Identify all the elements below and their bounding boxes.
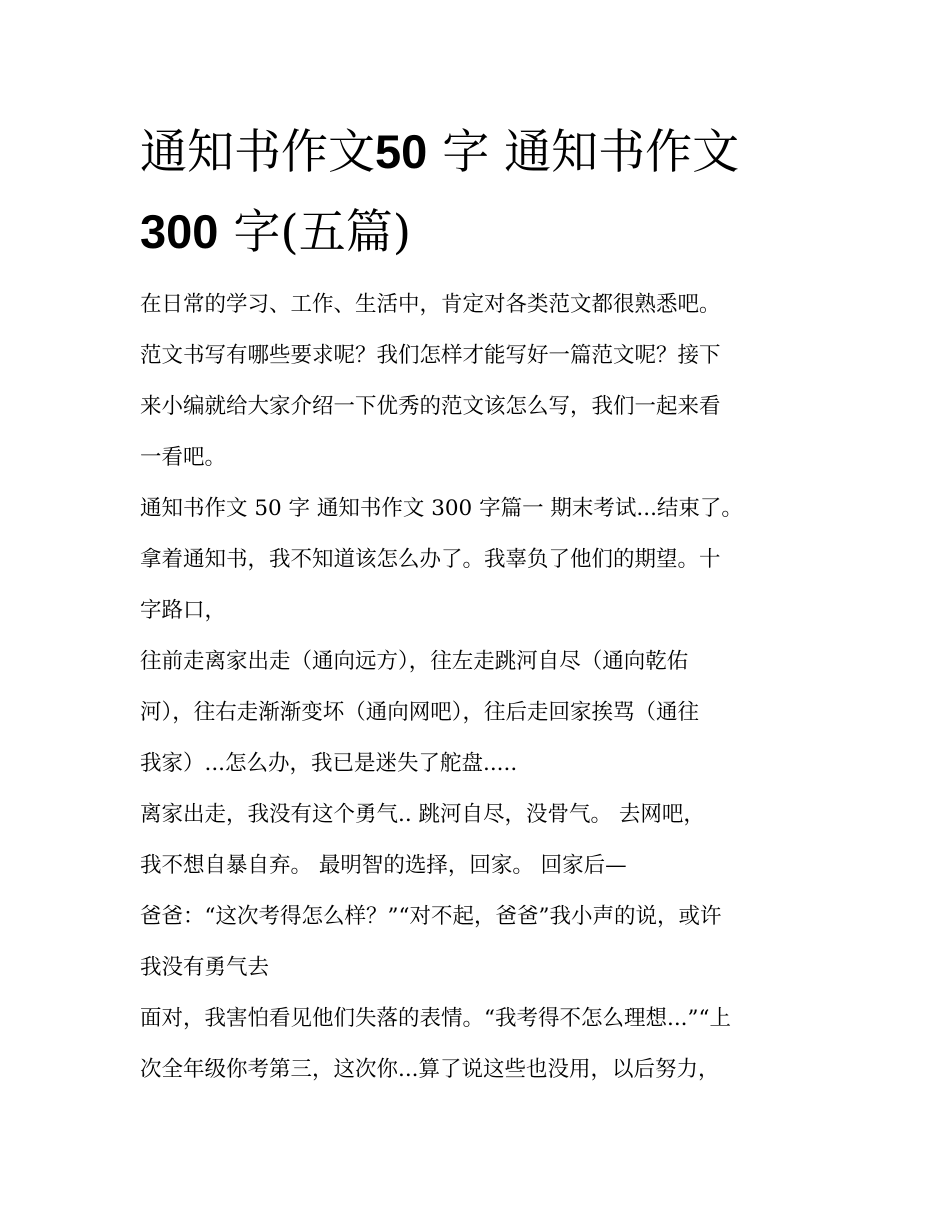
title-number-300: 300 (140, 205, 219, 258)
body-line: 字路口， (140, 598, 227, 623)
body-line: 在日常的学习、工作、生活中，肯定对各类范文都很熟悉吧。 (140, 292, 721, 317)
body-line: 往前走离家出走（通向远方），往左走跳河自尽（通向乾佑 (140, 649, 689, 674)
title-number-50: 50 (375, 125, 428, 178)
title-part-1: 通知书作文 (140, 125, 375, 180)
title-part-5: 字(五篇) (218, 205, 412, 260)
body-line: 离家出走，我没有这个勇气.. 跳河自尽，没骨气。 去网吧， (140, 802, 705, 827)
body-line: 面对，我害怕看见他们失落的表情。“我考得不怎么理想...”“上 (140, 1006, 731, 1031)
body-line: 通知书作文 50 字 通知书作文 300 字篇一 期末考试...结束了。 (140, 496, 743, 521)
body-line: 我家）...怎么办，我已是迷失了舵盘..... (140, 751, 518, 776)
title-part-3: 字 通知书作文 (427, 125, 740, 180)
document-title (140, 112, 840, 272)
body-line: 爸爸：“这次考得怎么样？”“对不起，爸爸”我小声的说，或许 (140, 904, 722, 929)
body-line: 一看吧。 (140, 445, 227, 470)
body-line: 河），往右走渐渐变坏（通向网吧），往后走回家挨骂（通往 (140, 700, 700, 725)
body-line: 我不想自暴自弃。 最明智的选择，回家。 回家后— (140, 853, 627, 878)
body-line: 范文书写有哪些要求呢？我们怎样才能写好一篇范文呢？接下 (140, 343, 721, 368)
body-line: 我没有勇气去 (140, 955, 270, 980)
document-body (140, 279, 820, 1095)
body-line: 次全年级你考第三，这次你...算了说这些也没用，以后努力， (140, 1057, 720, 1082)
body-line: 拿着通知书，我不知道该怎么办了。我辜负了他们的期望。十 (140, 547, 721, 572)
body-line: 来小编就给大家介绍一下优秀的范文该怎么写，我们一起来看 (140, 394, 721, 419)
